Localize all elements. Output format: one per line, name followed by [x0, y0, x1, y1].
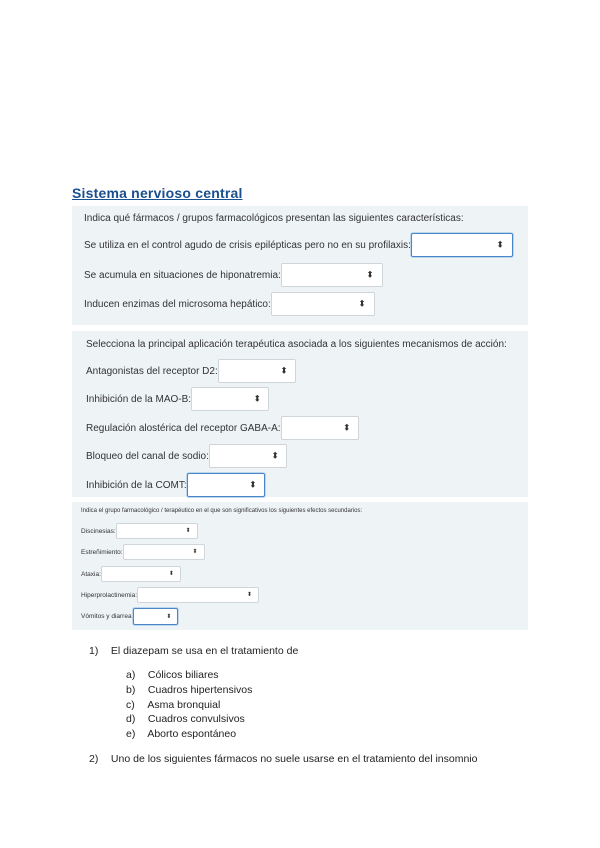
select-arrows-icon: ⬍ — [280, 365, 288, 376]
answer-option — [126, 684, 252, 696]
option-text: Cólicos biliares — [147, 669, 219, 681]
select-arrows-icon: ⬍ — [496, 239, 504, 250]
answer-select[interactable] — [123, 544, 205, 560]
select-arrows-icon: ⬍ — [168, 571, 174, 577]
match-row — [81, 608, 178, 625]
match-row — [81, 587, 259, 603]
select-arrows-icon: ⬍ — [358, 298, 366, 309]
match-row — [84, 292, 375, 316]
option-letter: c) — [126, 699, 135, 711]
row-label: Bloqueo del canal de sodio: — [86, 450, 209, 462]
match-row — [84, 263, 383, 287]
select-arrows-icon: ⬍ — [366, 269, 374, 280]
row-label: Se acumula en situaciones de hiponatremia: — [84, 269, 281, 281]
match-row — [81, 566, 181, 582]
match-row — [86, 359, 296, 383]
answer-select[interactable] — [281, 263, 383, 287]
select-arrows-icon: ⬍ — [343, 422, 351, 433]
match-row — [86, 444, 287, 468]
panel-instructions: Indica el grupo farmacológico / terapéutico en el que son significativos los siguientes efectos secundarios: — [81, 508, 363, 514]
match-row — [81, 544, 205, 560]
answer-select[interactable] — [271, 292, 375, 316]
answer-select[interactable] — [137, 587, 259, 603]
option-text: Cuadros convulsivos — [147, 713, 245, 725]
option-text: Cuadros hipertensivos — [147, 684, 253, 696]
select-arrows-icon: ⬍ — [271, 450, 279, 461]
row-label: Ataxia: — [81, 570, 101, 578]
row-label: Se utiliza en el control agudo de crisis epilépticas pero no en su profilaxis: — [84, 239, 411, 251]
select-arrows-icon: ⬍ — [246, 592, 252, 598]
answer-option — [126, 728, 236, 740]
question-number: 1) — [89, 645, 99, 657]
match-row — [81, 523, 198, 539]
option-text: Asma bronquial — [147, 699, 221, 711]
select-arrows-icon: ⬍ — [192, 549, 198, 555]
row-label: Antagonistas del receptor D2: — [86, 365, 218, 377]
answer-select[interactable] — [101, 566, 181, 582]
option-letter: b) — [126, 684, 136, 696]
answer-select[interactable] — [191, 387, 269, 411]
match-row — [84, 233, 513, 257]
option-letter: a) — [126, 669, 136, 681]
question-1 — [89, 645, 298, 657]
question-panel-characteristics — [72, 206, 528, 325]
match-row — [86, 416, 359, 440]
answer-select[interactable] — [281, 416, 359, 440]
row-label: Hiperprolactinemia: — [81, 591, 137, 599]
answer-select[interactable] — [187, 473, 265, 497]
answer-option — [126, 699, 220, 711]
answer-select[interactable] — [209, 444, 287, 468]
answer-option — [126, 713, 245, 725]
question-panel-side-effects — [72, 502, 528, 630]
panel-instructions: Indica qué fármacos / grupos farmacológicos presentan las siguientes características: — [84, 213, 464, 224]
row-label: Discinesias: — [81, 527, 116, 535]
answer-select[interactable] — [133, 608, 178, 625]
answer-option — [126, 669, 219, 681]
row-label: Inhibición de la MAO-B: — [86, 393, 192, 405]
row-label: Regulación alostérica del receptor GABA-A: — [86, 422, 281, 434]
answer-select[interactable] — [218, 359, 296, 383]
row-label: Inducen enzimas del microsoma hepático: — [84, 298, 271, 310]
select-arrows-icon: ⬍ — [253, 393, 262, 404]
question-panel-mechanisms — [72, 331, 528, 497]
select-arrows-icon: ⬍ — [249, 479, 257, 490]
row-label: Inhibición de la COMT: — [86, 479, 187, 491]
option-text: Aborto espontáneo — [147, 728, 237, 740]
answer-select[interactable] — [116, 523, 198, 539]
question-text: Uno de los siguientes fármacos no suele usarse en el tratamiento del insomnio — [110, 753, 478, 765]
select-arrows-icon: ⬍ — [166, 613, 172, 620]
match-row — [86, 387, 269, 411]
panel-instructions: Selecciona la principal aplicación terapéutica asociada a los siguientes mecanismos de acción: — [86, 339, 507, 350]
select-arrows-icon: ⬍ — [185, 528, 191, 534]
question-number: 2) — [89, 753, 99, 765]
option-letter: d) — [126, 713, 136, 725]
question-2 — [89, 753, 477, 765]
answer-select[interactable] — [411, 233, 513, 257]
row-label: Estreñimiento: — [81, 548, 123, 556]
question-text: El diazepam se usa en el tratamiento de — [110, 645, 299, 657]
row-label: Vómitos y diarrea: — [81, 613, 134, 620]
section-title: Sistema nervioso central — [72, 185, 243, 201]
option-letter: e) — [126, 728, 136, 740]
match-row — [86, 473, 265, 497]
